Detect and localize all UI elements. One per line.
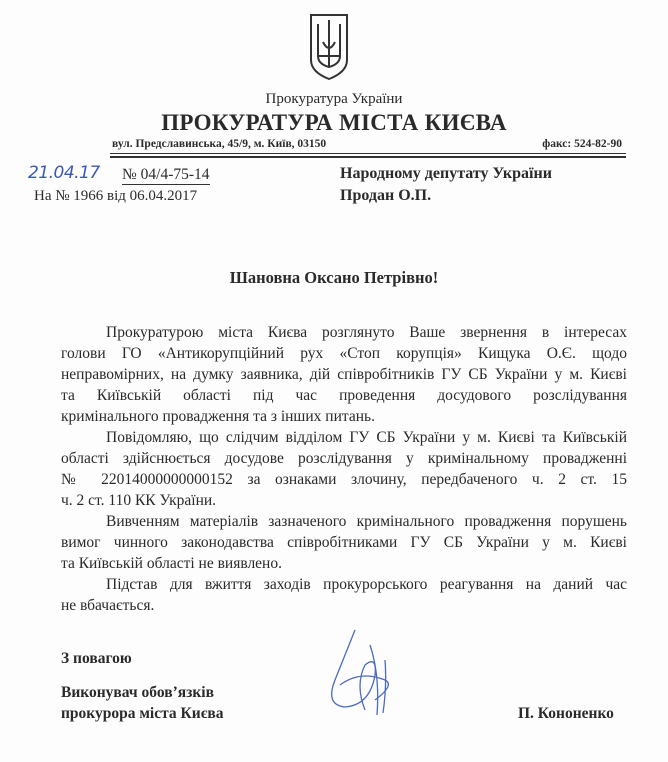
address: вул. Предславинська, 45/9, м. Київ, 03150	[112, 138, 327, 150]
body-line: ч. 2 ст. 110 КК України.	[61, 492, 217, 509]
signature-icon	[315, 625, 405, 725]
body-line: та Київській області під час проведення досудового розслідування	[61, 387, 627, 404]
agency-title: ПРОКУРАТУРА МІСТА КИЄВА	[161, 110, 507, 135]
body-line: неправомірних, на думку заявника, дій співробітників ГУ СБ України у м. Києві	[61, 366, 627, 383]
body-line: Прокуратурою міста Києва розглянуто Ваше звернення в інтересах	[106, 324, 627, 341]
body-line: кримінального провадження та з інших питань.	[61, 408, 375, 425]
agency-subtitle: Прокуратура України	[265, 91, 403, 107]
reply-to-reference: На № 1966 від 06.04.2017	[34, 188, 198, 204]
outgoing-number	[122, 166, 210, 185]
closing-regards: З повагою	[61, 650, 132, 667]
body-line: голови ГО «Антикорупційний рух «Стоп корупція» Кищука О.Є. щодо	[61, 345, 627, 362]
body-line: та Київській області не виявлено.	[61, 555, 282, 572]
greeting: Шановна Оксано Петрівно!	[229, 268, 439, 287]
number-sign: №	[122, 166, 137, 183]
body-line: Вивченням матеріалів зазначеного кримінального провадження порушень	[106, 513, 627, 530]
handwritten-date: 21.04.17	[28, 163, 100, 183]
recipient-title: Народному депутату України	[340, 165, 552, 182]
signer-name: П. Кононенко	[518, 705, 614, 722]
body-line: Підстав для вжиття заходів прокурорського реагування на даний час	[106, 576, 627, 593]
body-line: області здійснюється досудове розслідування у кримінальному провадженні	[61, 450, 627, 467]
body-line: № 22014000000000152 за ознаками злочину, передбаченого ч. 2 ст. 15	[61, 471, 627, 488]
fax: факс: 524-82-90	[542, 138, 622, 150]
recipient-name: Продан О.П.	[340, 187, 432, 204]
trident-emblem-icon	[308, 12, 350, 82]
body-line: вимог чинного законодавства співробітниками ГУ СБ України у м. Києві	[61, 534, 627, 551]
outgoing-number-value: 04/4-75-14	[140, 166, 210, 183]
body-line: не вбачається.	[61, 597, 155, 614]
header-divider	[110, 153, 626, 158]
signer-position-line1: Виконувач обов’язків	[61, 684, 214, 701]
body-line: Повідомляю, що слідчим відділом ГУ СБ України у м. Києві та Київській	[106, 429, 627, 446]
signer-position-line2: прокурора міста Києва	[61, 705, 224, 722]
